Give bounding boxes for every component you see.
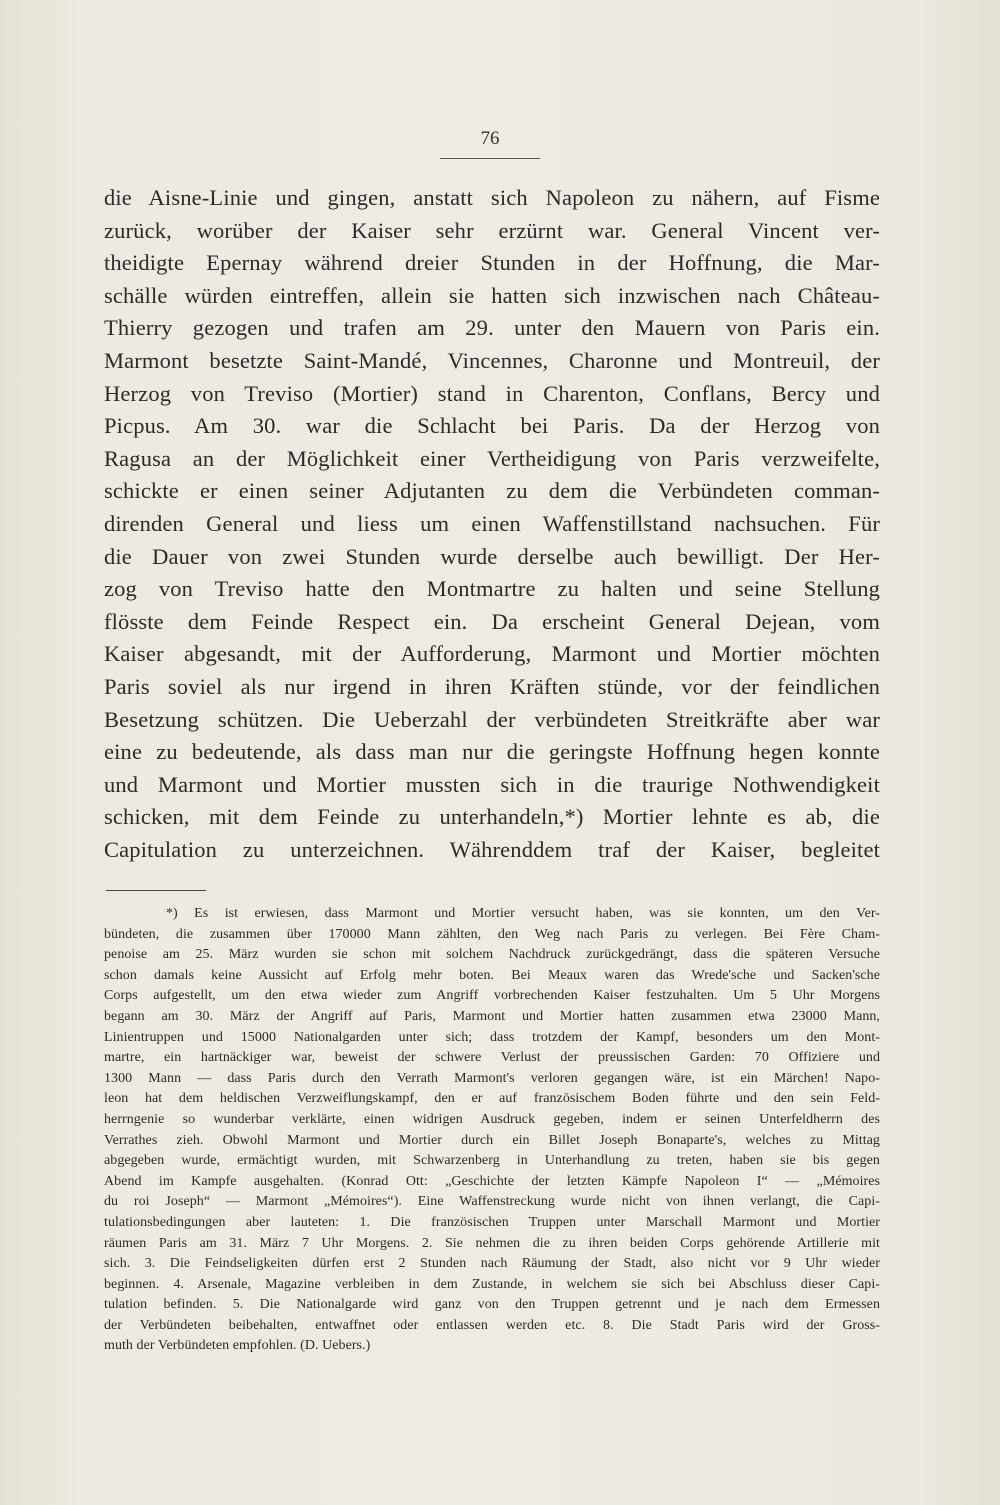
footnote-line: tulationsbedingungen aber lauteten: 1. Die französischen Truppen unter Marschall Marmont und Mortier	[104, 1214, 880, 1230]
body-line: schicken, mit dem Feinde zu unterhandeln,*) Mortier lehnte es ab, die	[104, 804, 880, 830]
body-line: theidigte Epernay während dreier Stunden in der Hoffnung, die Mar-	[104, 250, 880, 276]
footnote-line: sich. 3. Die Feindseligkeiten dürfen erst 2 Stunden nach Räumung der Stadt, also nicht vor 9 Uhr wieder	[104, 1256, 880, 1272]
body-line: Thierry gezogen und trafen am 29. unter den Mauern von Paris ein.	[104, 315, 880, 341]
page-number-rule	[440, 158, 540, 159]
footnote-line: 1300 Mann — dass Paris durch den Verrath Marmont's verloren gegangen wäre, ist ein Märchen! Napo-	[104, 1070, 880, 1086]
body-line: eine zu bedeutende, als dass man nur die geringste Hoffnung hegen konnte	[104, 739, 880, 765]
body-text	[104, 182, 880, 866]
body-line: Picpus. Am 30. war die Schlacht bei Paris. Da der Herzog von	[104, 413, 880, 439]
footnote-line: penoise am 25. März wurden sie schon mit solchem Nachdruck zurückgedrängt, dass die späteren Versuche	[104, 947, 880, 963]
body-line: zurück, worüber der Kaiser sehr erzürnt war. General Vincent ver-	[104, 217, 880, 243]
body-line: Besetzung schützen. Die Ueberzahl der verbündeten Streitkräfte aber war	[104, 706, 880, 732]
footnote-line: muth der Verbündeten empfohlen. (D. Uebers.)	[104, 1338, 371, 1354]
footnote-line: Linientruppen und 15000 Nationalgarden unter sich; dass trotzdem der Kampf, besonders um den Mont-	[104, 1029, 880, 1045]
body-line: flösste dem Feinde Respect ein. Da erscheint General Dejean, vom	[104, 608, 880, 634]
body-line: Ragusa an der Möglichkeit einer Vertheidigung von Paris verzweifelte,	[104, 445, 880, 471]
footnote-line: *) Es ist erwiesen, dass Marmont und Mortier versucht haben, was sie konnten, um den Ver-	[166, 906, 880, 921]
footnote-line: bündeten, die zusammen über 170000 Mann zählten, den Weg nach Paris zu verlegen. Bei Fère Cham-	[104, 926, 880, 942]
footnote-separator	[106, 890, 206, 891]
body-line: Marmont besetzte Saint-Mandé, Vincennes, Charonne und Montreuil, der	[104, 347, 880, 373]
footnote-line: martre, ein hartnäckiger war, beweist der schwere Verlust der preussischen Garden: 70 Offiziere und	[104, 1050, 880, 1066]
footnote	[104, 904, 880, 1357]
footnote-line: Verrathes zieh. Obwohl Marmont und Mortier durch ein Billet Joseph Bonaparte's, welches zu Mittag	[104, 1132, 880, 1148]
footnote-line: du roi Joseph“ — Marmont „Mémoires“). Eine Waffenstreckung wurde nicht von ihnen verlangt, die Capi-	[104, 1194, 880, 1210]
body-line: die Dauer von zwei Stunden wurde derselbe auch bewilligt. Der Her-	[104, 543, 880, 569]
footnote-line: tulation befinden. 5. Die Nationalgarde wird ganz von den Truppen getrennt und je nach dem Ermessen	[104, 1297, 880, 1313]
body-line: Paris soviel als nur irgend in ihren Kräften stünde, vor der feindlichen	[104, 673, 880, 699]
footnote-line: räumen Paris am 31. März 7 Uhr Morgens. 2. Sie nehmen die zu ihren beiden Corps gehörende Artillerie mit	[104, 1235, 880, 1251]
footnote-line: Abend im Kampfe ausgehalten. (Konrad Ott: „Geschichte der letzten Kämpfe Napoleon I“ — „Mémoires	[104, 1173, 880, 1189]
footnote-line: beginnen. 4. Arsenale, Magazine verbleiben in dem Zustande, in welchem sie sich bei Abschluss dieser Capi-	[104, 1276, 880, 1292]
footnote-line: schon damals keine Aussicht auf Erfolg mehr boten. Bei Meaux waren das Wrede'sche und Sacken'sche	[104, 967, 880, 983]
body-line: und Marmont und Mortier mussten sich in die traurige Nothwendigkeit	[104, 771, 880, 797]
footnote-line: Corps aufgestellt, um den etwa wieder zum Angriff vorbrechenden Kaiser festzuhalten. Um 5 Uhr Morgens	[104, 988, 880, 1004]
body-line: Kaiser abgesandt, mit der Aufforderung, Marmont und Mortier möchten	[104, 641, 880, 667]
footnote-line: der Verbündeten beibehalten, entwaffnet oder entlassen werden etc. 8. Die Stadt Paris wird der Gross-	[104, 1317, 880, 1333]
body-line: Capitulation zu unterzeichnen. Währenddem traf der Kaiser, begleitet	[104, 836, 880, 862]
body-line: direnden General und liess um einen Waffenstillstand nachsuchen. Für	[104, 510, 880, 536]
page-number: 76	[480, 128, 500, 149]
body-line: zog von Treviso hatte den Montmartre zu halten und seine Stellung	[104, 576, 880, 602]
body-line: schickte er einen seiner Adjutanten zu dem die Verbündeten comman-	[104, 478, 880, 504]
body-line: schälle würden eintreffen, allein sie hatten sich inzwischen nach Château-	[104, 282, 880, 308]
footnote-line: herrngenie so wunderbar verklärte, einen widrigen Ausdruck gegeben, indem er seinen Unterfeldherrn des	[104, 1111, 880, 1127]
body-line: die Aisne-Linie und gingen, anstatt sich Napoleon zu nähern, auf Fisme	[104, 185, 880, 210]
footnote-line: begann am 30. März der Angriff auf Paris, Marmont und Mortier hatten zusammen etwa 23000 Mann,	[104, 1008, 880, 1024]
footnote-line: leon hat dem heldischen Verzweiflungskampf, den er auf französischem Boden führte und den sein Feld-	[104, 1091, 880, 1107]
body-line: Herzog von Treviso (Mortier) stand in Charenton, Conflans, Bercy und	[104, 380, 880, 406]
footnote-line: abgegeben wurde, ermächtigt wurden, mit Schwarzenberg in Unterhandlung zu treten, haben sie bis gegen	[104, 1153, 880, 1169]
